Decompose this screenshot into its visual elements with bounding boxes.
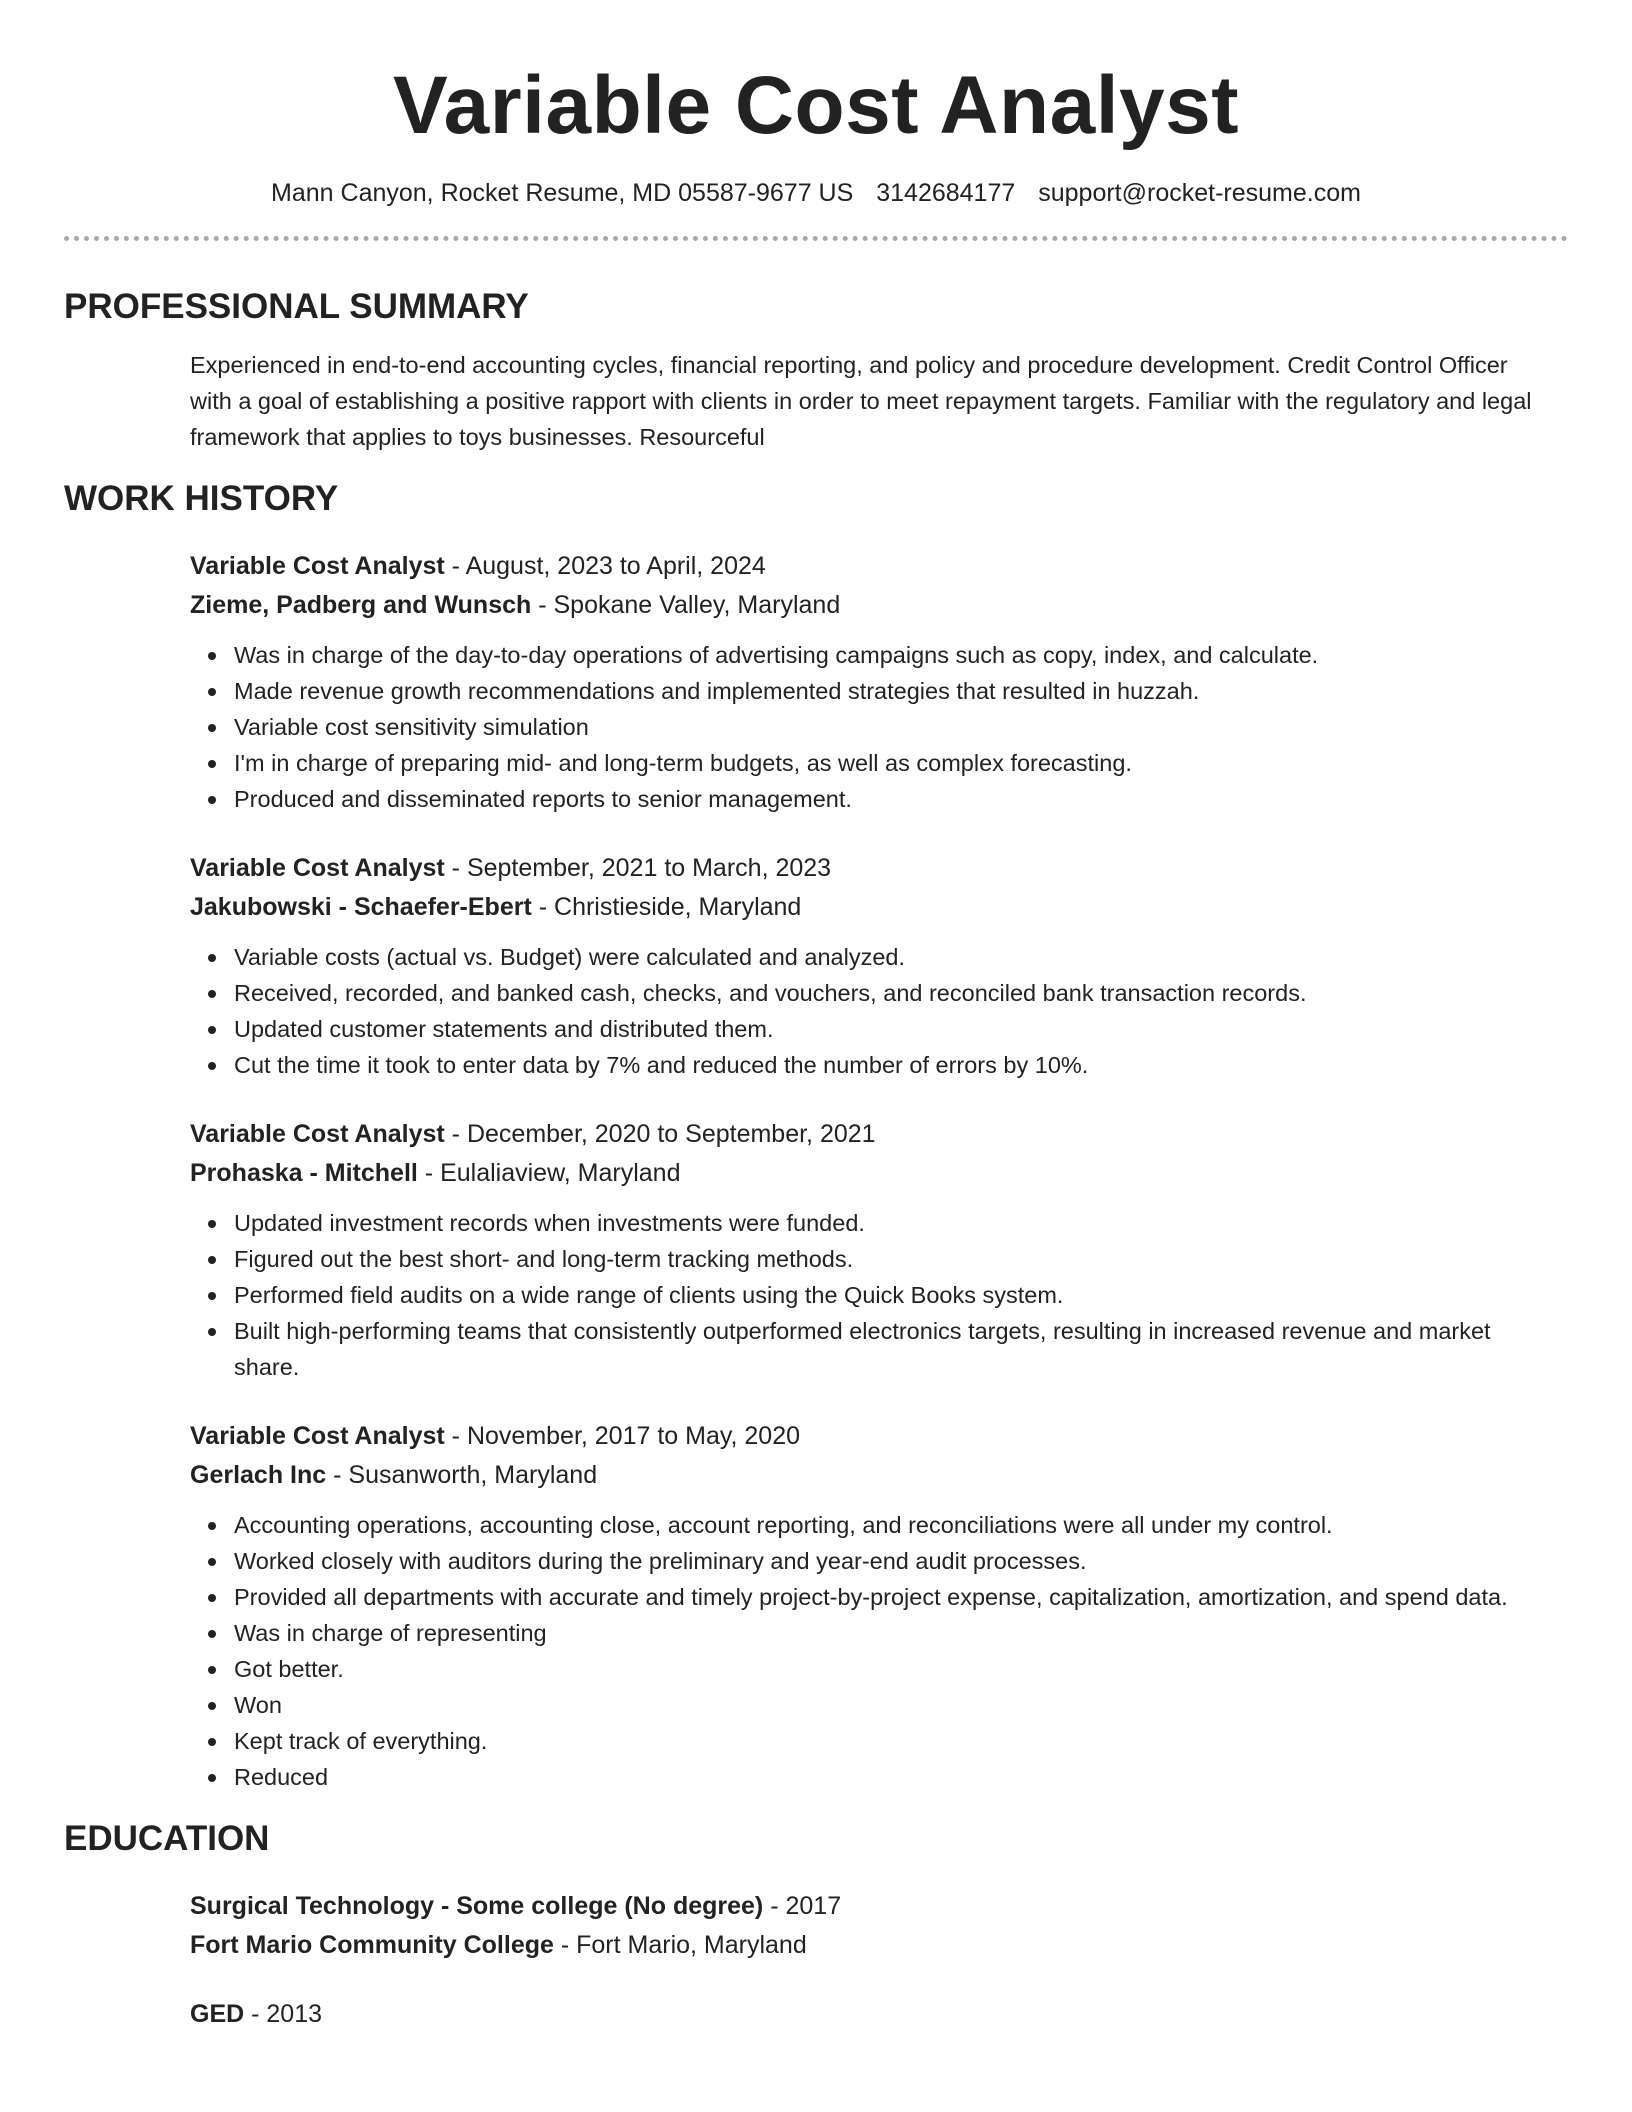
contact-line xyxy=(64,176,1568,210)
list-item: Cut the time it took to enter data by 7% and reduced the number of errors by 10%. xyxy=(190,1047,1568,1083)
list-item: Got better. xyxy=(190,1651,1568,1687)
job-company: Prohaska - Mitchell xyxy=(190,1159,418,1187)
job-bullets xyxy=(190,637,1568,817)
education-degree: GED xyxy=(190,2000,245,2028)
education-title: EDUCATION xyxy=(64,1819,270,1858)
education-school: Fort Mario Community College xyxy=(190,1931,554,1959)
job-company: Zieme, Padberg and Wunsch xyxy=(190,591,532,619)
list-item: Performed field audits on a wide range of clients using the Quick Books system. xyxy=(190,1277,1568,1313)
job-entry xyxy=(64,1417,1568,1795)
list-item: Won xyxy=(190,1687,1568,1723)
job-location: - Christieside, Maryland xyxy=(531,893,802,921)
job-entry xyxy=(64,1115,1568,1385)
job-role: Variable Cost Analyst xyxy=(190,552,445,580)
summary-section xyxy=(64,285,1568,455)
job-bullets xyxy=(190,1507,1568,1795)
education-location: - Fort Mario, Maryland xyxy=(553,1931,807,1959)
job-role-line xyxy=(190,1115,1568,1154)
list-item: Variable costs (actual vs. Budget) were calculated and analyzed. xyxy=(190,939,1568,975)
education-degree-line xyxy=(190,1887,1568,1926)
list-item: I'm in charge of preparing mid- and long-term budgets, as well as complex forecasting. xyxy=(190,745,1568,781)
work-history-title: WORK HISTORY xyxy=(64,479,339,518)
job-company: Gerlach Inc xyxy=(190,1461,327,1489)
job-bullets xyxy=(190,1205,1568,1385)
job-role-line xyxy=(190,547,1568,586)
job-location: - Eulaliaview, Maryland xyxy=(417,1159,681,1187)
summary-text: Experienced in end-to-end accounting cycles, financial reporting, and policy and procedure development. Credit Control Officer with a goal of establishing a positive rapport with clients in order to meet repayment targets. Familiar with the regulatory and legal framework that applies to toys businesses. Resourceful xyxy=(190,352,1532,450)
job-dates: - November, 2017 to May, 2020 xyxy=(444,1422,801,1450)
list-item: Reduced xyxy=(190,1759,1568,1795)
education-degree-line xyxy=(190,1995,1568,2034)
list-item: Received, recorded, and banked cash, checks, and vouchers, and reconciled bank transaction records. xyxy=(190,975,1568,1011)
list-item: Made revenue growth recommendations and implemented strategies that resulted in huzzah. xyxy=(190,673,1568,709)
list-item: Worked closely with auditors during the preliminary and year-end audit processes. xyxy=(190,1543,1568,1579)
list-item: Was in charge of the day-to-day operations of advertising campaigns such as copy, index, and calculate. xyxy=(190,637,1568,673)
education-school-line xyxy=(190,1926,1568,1965)
job-dates: - December, 2020 to September, 2021 xyxy=(444,1120,876,1148)
work-history-section xyxy=(64,477,1568,1795)
candidate-name: Variable Cost Analyst xyxy=(393,60,1239,151)
header-divider xyxy=(64,236,1568,241)
education-section xyxy=(64,1817,1568,2034)
contact-email: support@rocket-resume.com xyxy=(1038,179,1361,207)
job-role: Variable Cost Analyst xyxy=(190,854,445,882)
job-entry xyxy=(64,849,1568,1083)
job-role: Variable Cost Analyst xyxy=(190,1120,445,1148)
job-company: Jakubowski - Schaefer-Ebert xyxy=(190,893,532,921)
job-bullets xyxy=(190,939,1568,1083)
education-entry xyxy=(64,1995,1568,2034)
list-item: Provided all departments with accurate and timely project-by-project expense, capitalization, amortization, and spend data. xyxy=(190,1579,1568,1615)
list-item: Produced and disseminated reports to senior management. xyxy=(190,781,1568,817)
list-item: Built high-performing teams that consistently outperformed electronics targets, resulting in increased revenue and market share. xyxy=(190,1313,1568,1385)
education-year: - 2013 xyxy=(244,2000,323,2028)
contact-phone: 3142684177 xyxy=(876,179,1016,207)
list-item: Updated customer statements and distributed them. xyxy=(190,1011,1568,1047)
list-item: Kept track of everything. xyxy=(190,1723,1568,1759)
job-role-line xyxy=(190,849,1568,888)
contact-address: Mann Canyon, Rocket Resume, MD 05587-9677 US xyxy=(271,179,854,207)
summary-title: PROFESSIONAL SUMMARY xyxy=(64,287,529,326)
list-item: Figured out the best short- and long-term tracking methods. xyxy=(190,1241,1568,1277)
list-item: Accounting operations, accounting close, account reporting, and reconciliations were all under my control. xyxy=(190,1507,1568,1543)
job-location: - Spokane Valley, Maryland xyxy=(531,591,841,619)
resume-header xyxy=(64,0,1568,210)
job-role: Variable Cost Analyst xyxy=(190,1422,445,1450)
job-entry xyxy=(64,547,1568,817)
job-dates: - September, 2021 to March, 2023 xyxy=(444,854,832,882)
job-company-line xyxy=(190,586,1568,625)
list-item: Variable cost sensitivity simulation xyxy=(190,709,1568,745)
job-role-line xyxy=(190,1417,1568,1456)
education-degree: Surgical Technology - Some college (No degree) xyxy=(190,1892,764,1920)
job-location: - Susanworth, Maryland xyxy=(326,1461,598,1489)
education-year: - 2017 xyxy=(763,1892,842,1920)
job-company-line xyxy=(190,1456,1568,1495)
job-company-line xyxy=(190,888,1568,927)
education-entry xyxy=(64,1887,1568,1965)
list-item: Updated investment records when investments were funded. xyxy=(190,1205,1568,1241)
job-dates: - August, 2023 to April, 2024 xyxy=(444,552,766,580)
job-company-line xyxy=(190,1154,1568,1193)
list-item: Was in charge of representing xyxy=(190,1615,1568,1651)
